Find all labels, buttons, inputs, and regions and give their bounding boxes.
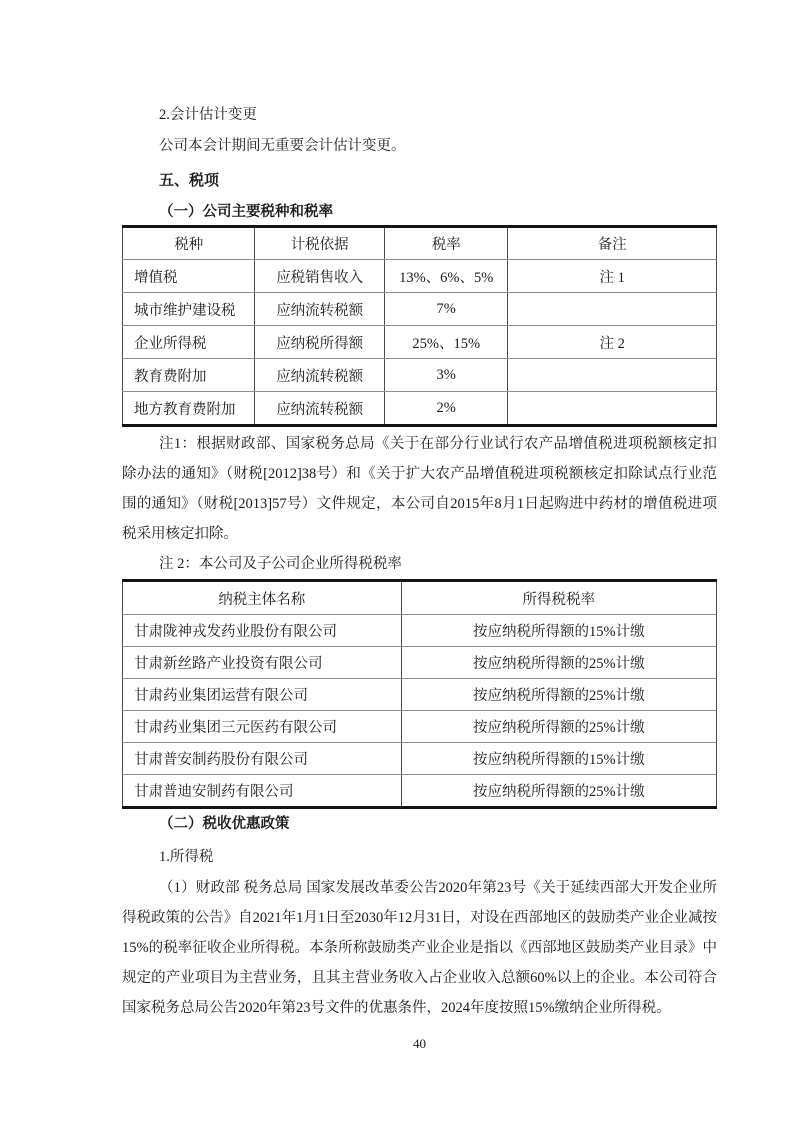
note-2-title: 注 2：本公司及子公司企业所得税税率 [159,556,402,572]
cell-taxpayer-name: 甘肃药业集团三元医药有限公司 [123,711,402,743]
subsection-heading-tax-incentives: （二）税收优惠政策 [159,816,290,832]
column-header-remark: 备注 [508,227,717,260]
cell-tax-basis: 应纳流转税额 [255,293,384,326]
cell-tax-rate: 13%、6%、5% [384,260,508,293]
column-header-tax-rate: 税率 [384,227,508,260]
cell-remark [508,392,717,426]
cell-tax-type: 教育费附加 [123,359,255,392]
table-row [123,392,717,426]
cell-taxpayer-name: 甘肃药业集团运营有限公司 [123,679,402,711]
cell-remark [508,359,717,392]
table-row [123,326,717,359]
table-row [123,359,717,392]
income-tax-policy-paragraph: （1）财政部 税务总局 国家发展改革委公告2020年第23号《关于延续西部大开发企业所得税政策的公告》自2021年1月1日至2030年12月31日，对设在西部地区的鼓励类产业企业减按15%的税率征收企业所得税。本条所称鼓励类产业企业是指以《西部地区鼓励类产业目录》中规定的产业项目为主营业务，且其主营业务收入占企业收入总额60%以上的企业。本公司符合国家税务总局公告2020年第23号文件的优惠条件，2024年度按照15%缴纳企业所得税。 [122,880,717,1016]
cell-tax-type: 城市维护建设税 [123,293,255,326]
subsection-heading-main-taxes: （一）公司主要税种和税率 [159,204,333,220]
cell-taxpayer-name: 甘肃普迪安制药有限公司 [123,775,402,808]
note-1-text: 注1：根据财政部、国家税务总局《关于在部分行业试行农产品增值税进项税额核定扣除办法的通知》（财税[2012]38号）和《关于扩大农产品增值税进项税额核定扣除试点行业范围的通知》（财税[2013]57号）文件规定，本公司自2015年8月1日起购进中药材的增值税进项税采用核定扣除。 [122,436,717,542]
column-header-tax-basis: 计税依据 [255,227,384,260]
column-header-taxpayer-name: 纳税主体名称 [123,581,402,615]
table-row [123,615,717,647]
cell-tax-rate: 25%、15% [384,326,508,359]
cell-income-tax-rate: 按应纳税所得额的25%计缴 [401,647,716,679]
cell-tax-rate: 3% [384,359,508,392]
accounting-estimate-change-title: 2.会计估计变更 [159,107,257,123]
cell-tax-rate: 7% [384,293,508,326]
cell-taxpayer-name: 甘肃普安制药股份有限公司 [123,743,402,775]
cell-remark [508,293,717,326]
cell-tax-basis: 应纳流转税额 [255,392,384,426]
cell-tax-type: 地方教育费附加 [123,392,255,426]
cell-taxpayer-name: 甘肃新丝路产业投资有限公司 [123,647,402,679]
section-heading-taxes: 五、税项 [159,173,220,189]
cell-income-tax-rate: 按应纳税所得额的25%计缴 [401,679,716,711]
cell-income-tax-rate: 按应纳税所得额的25%计缴 [401,711,716,743]
table-header-row [123,581,717,615]
cell-tax-basis: 应纳税所得额 [255,326,384,359]
accounting-estimate-change-body: 公司本会计期间无重要会计估计变更。 [159,138,406,154]
table-row [123,260,717,293]
cell-taxpayer-name: 甘肃陇神戎发药业股份有限公司 [123,615,402,647]
table-row [123,711,717,743]
cell-income-tax-rate: 按应纳税所得额的25%计缴 [401,775,716,808]
cell-tax-rate: 2% [384,392,508,426]
cell-tax-type: 企业所得税 [123,326,255,359]
table-row [123,647,717,679]
cell-tax-basis: 应纳流转税额 [255,359,384,392]
table-row [123,743,717,775]
main-tax-rate-table [122,225,717,427]
page-number: 40 [413,1036,426,1051]
column-header-income-tax-rate: 所得税税率 [401,581,716,615]
cell-income-tax-rate: 按应纳税所得额的15%计缴 [401,615,716,647]
table-header-row [123,227,717,260]
cell-tax-basis: 应税销售收入 [255,260,384,293]
table-row [123,679,717,711]
cell-income-tax-rate: 按应纳税所得额的15%计缴 [401,743,716,775]
table-row [123,775,717,808]
column-header-tax-type: 税种 [123,227,255,260]
income-tax-rate-table [122,579,717,809]
cell-remark: 注 2 [508,326,717,359]
income-tax-item-title: 1.所得税 [159,849,214,865]
table-row [123,293,717,326]
cell-remark: 注 1 [508,260,717,293]
cell-tax-type: 增值税 [123,260,255,293]
